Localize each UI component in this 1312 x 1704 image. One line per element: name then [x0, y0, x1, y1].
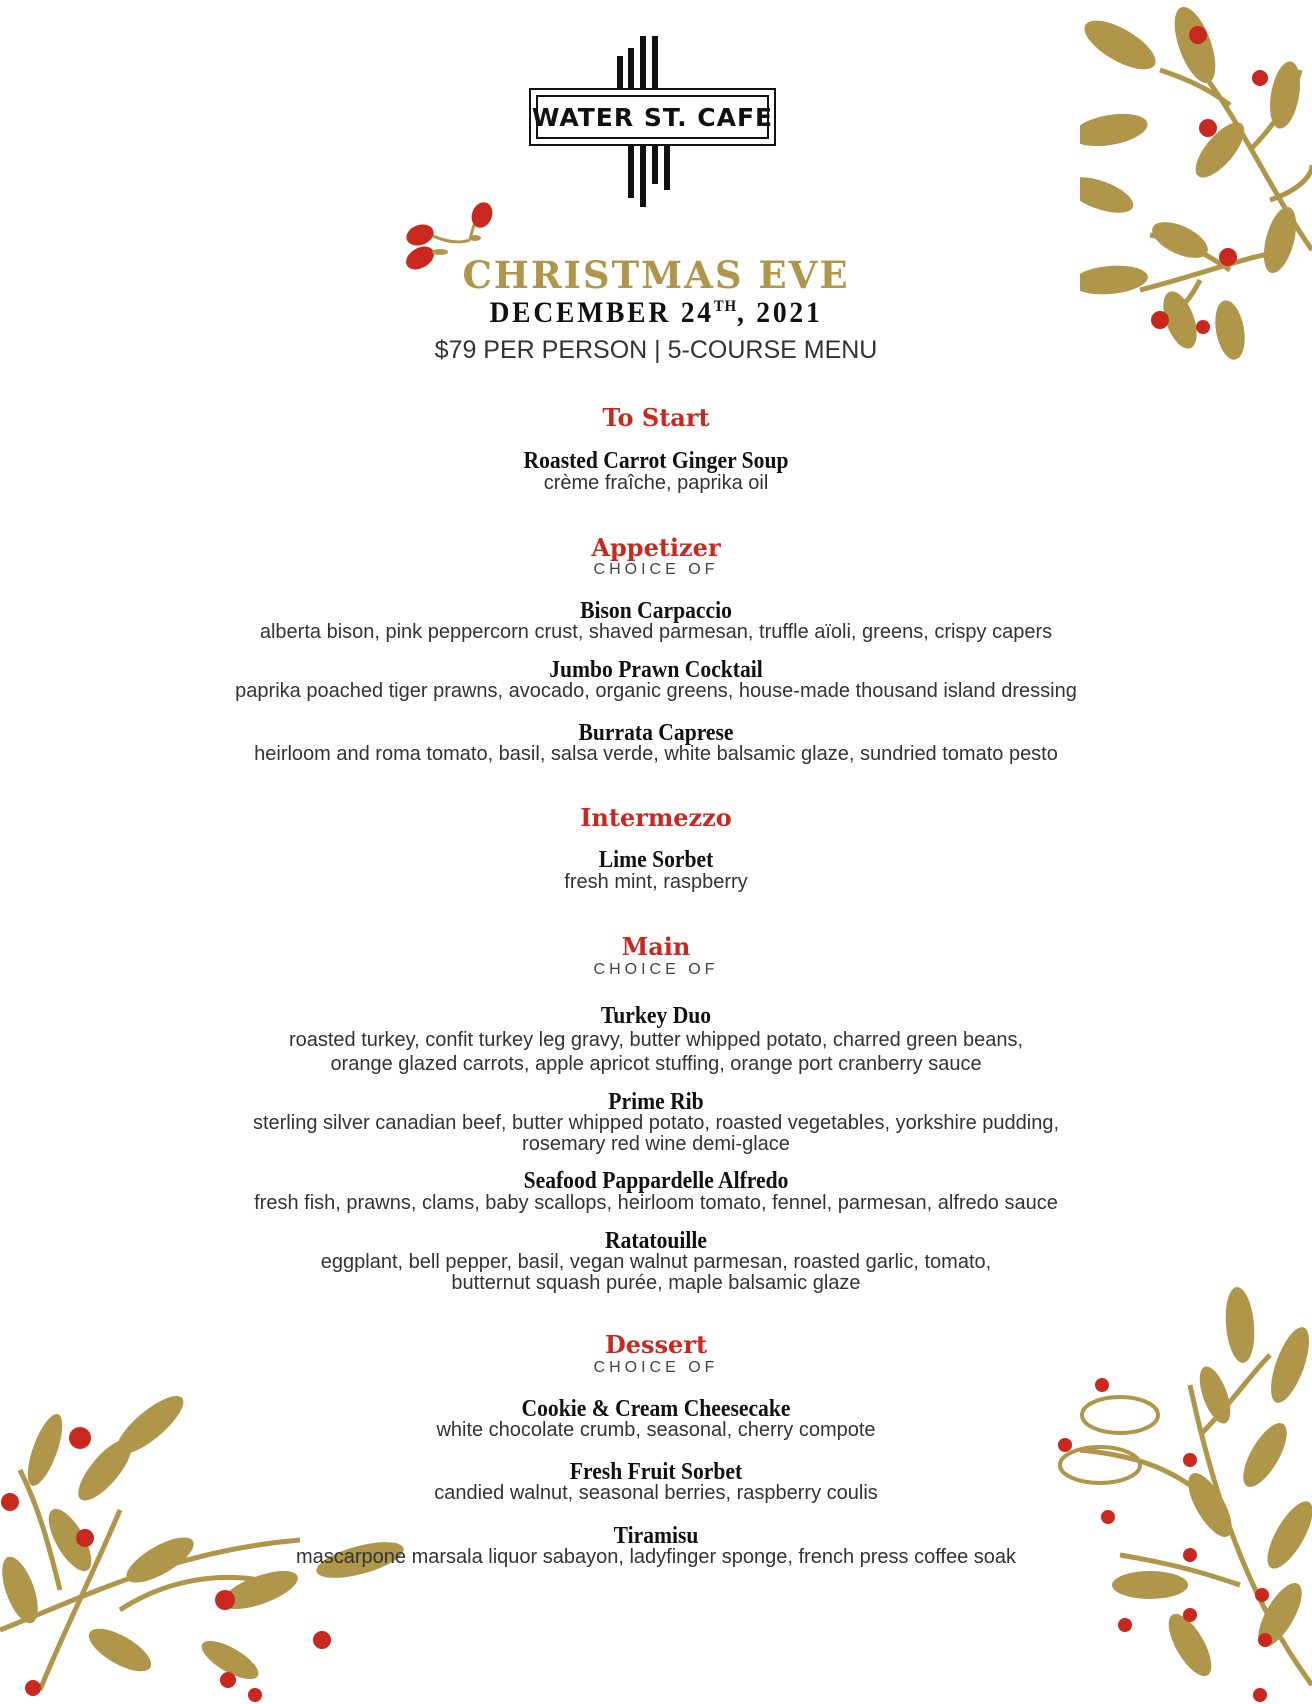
menu-item-name: Jumbo Prawn Cocktail: [549, 657, 763, 683]
menu-item-name: Tiramisu: [613, 1523, 699, 1549]
menu-item-desc: orange glazed carrots, apple apricot stuffing, orange port cranberry sauce: [330, 1053, 982, 1075]
menu-item-desc: rosemary red wine demi-glace: [522, 1133, 790, 1155]
menu-item-desc: eggplant, bell pepper, basil, vegan walnut parmesan, roasted garlic, tomato,: [320, 1251, 992, 1273]
section-subtitle-appetizer: CHOICE OF: [593, 561, 719, 578]
menu-item-desc: heirloom and roma tomato, basil, salsa verde, white balsamic glaze, sundried tomato pesto: [254, 743, 1058, 765]
menu-item-desc: crème fraîche, paprika oil: [543, 472, 769, 494]
menu-item-desc: alberta bison, pink peppercorn crust, shaved parmesan, truffle aïoli, greens, crispy capers: [259, 621, 1053, 643]
menu-item-name: Seafood Pappardelle Alfredo: [523, 1168, 789, 1194]
menu-item-desc: fresh fish, prawns, clams, baby scallops, heirloom tomato, fennel, parmesan, alfredo sauce: [254, 1192, 1058, 1214]
section-title-appetizer: Appetizer: [591, 533, 721, 562]
menu-item-desc: sterling silver canadian beef, butter whipped potato, roasted vegetables, yorkshire pudding,: [252, 1112, 1060, 1134]
section-title-to-start: To Start: [602, 403, 710, 432]
logo-text: WATER ST. CAFE: [531, 102, 774, 132]
event-date-main: DECEMBER 24: [489, 296, 714, 329]
event-date-year: , 2021: [736, 296, 823, 329]
section-subtitle-dessert: CHOICE OF: [593, 1359, 719, 1376]
menu-item-name: Ratatouille: [604, 1228, 707, 1254]
menu-item-name: Burrata Caprese: [578, 720, 734, 746]
menu-item-name: Turkey Duo: [600, 1003, 712, 1029]
menu-item-desc: fresh mint, raspberry: [564, 871, 748, 893]
menu-item-name: Bison Carpaccio: [580, 598, 732, 624]
menu-item-name: Lime Sorbet: [598, 847, 714, 873]
menu-item-desc: paprika poached tiger prawns, avocado, organic greens, house-made thousand island dressing: [235, 680, 1077, 702]
logo-frame: [529, 88, 776, 146]
menu-item-desc: butternut squash purée, maple balsamic glaze: [451, 1272, 861, 1294]
section-title-dessert: Dessert: [604, 1330, 708, 1359]
event-date: [52, 296, 1259, 330]
menu-item-name: Prime Rib: [608, 1089, 704, 1115]
logo: [525, 36, 780, 204]
menu-item-desc: roasted turkey, confit turkey leg gravy, butter whipped potato, charred green beans,: [288, 1029, 1024, 1051]
menu-item-desc: mascarpone marsala liquor sabayon, ladyfinger sponge, french press coffee soak: [295, 1546, 1017, 1568]
section-title-main: Main: [621, 932, 691, 961]
event-price: $79 PER PERSON | 5-COURSE MENU: [434, 336, 878, 364]
section-subtitle-main: CHOICE OF: [593, 961, 719, 978]
menu-item-desc: candied walnut, seasonal berries, raspberry coulis: [434, 1482, 878, 1504]
menu-item-name: Fresh Fruit Sorbet: [569, 1459, 743, 1485]
event-title: CHRISTMAS EVE: [462, 253, 850, 297]
menu-item-name: Roasted Carrot Ginger Soup: [523, 448, 789, 474]
event-date-suffix: TH: [713, 298, 737, 315]
section-title-intermezzo: Intermezzo: [580, 803, 732, 832]
menu-item-name: Cookie & Cream Cheesecake: [521, 1396, 791, 1422]
menu-item-desc: white chocolate crumb, seasonal, cherry compote: [436, 1419, 876, 1441]
